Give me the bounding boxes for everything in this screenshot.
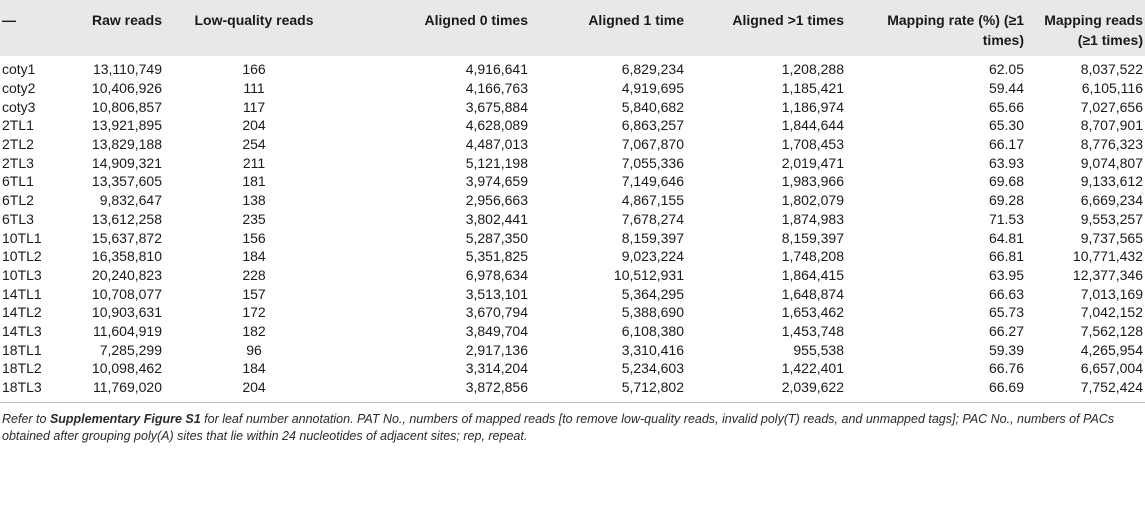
sample-name-cell: 6TL1 <box>2 173 34 190</box>
table-cell: 7,027,656 <box>1080 98 1143 115</box>
table-row <box>0 359 1145 378</box>
sample-name-cell: 18TL3 <box>2 379 42 396</box>
column-header-1: Raw reads <box>91 12 162 28</box>
table-cell: 10,903,631 <box>91 304 162 321</box>
table-cell: 5,712,802 <box>621 379 684 396</box>
table-cell: 62.05 <box>988 61 1024 78</box>
table-cell: 7,013,169 <box>1080 285 1143 302</box>
table-cell: 111 <box>243 80 265 97</box>
sample-name-cell: coty3 <box>2 98 36 115</box>
table-cell: 5,840,682 <box>621 98 684 115</box>
table-cell: 13,921,895 <box>91 117 162 134</box>
table-cell: 1,186,974 <box>781 98 844 115</box>
table-cell: 254 <box>242 136 266 153</box>
sample-name-cell: 10TL3 <box>2 266 42 283</box>
table-cell: 2,917,136 <box>465 341 528 358</box>
table-cell: 235 <box>242 210 266 227</box>
table-cell: 8,037,522 <box>1080 61 1143 78</box>
footnote-prefix: Refer to <box>2 412 50 427</box>
table-cell: 3,974,659 <box>465 173 528 190</box>
table-cell: 172 <box>242 304 266 321</box>
table-cell: 69.68 <box>988 173 1024 190</box>
table-cell: 4,867,155 <box>621 192 684 209</box>
table-cell: 66.69 <box>988 379 1024 396</box>
table-cell: 66.76 <box>988 360 1024 377</box>
table-cell: 7,678,274 <box>621 210 684 227</box>
table-cell: 8,776,323 <box>1080 136 1143 153</box>
table-cell: 4,919,695 <box>621 80 684 97</box>
table-cell: 1,802,079 <box>781 192 844 209</box>
sample-name-cell: 2TL1 <box>2 117 34 134</box>
table-cell: 3,802,441 <box>465 210 528 227</box>
table-cell: 9,023,224 <box>621 248 684 265</box>
table-cell: 64.81 <box>988 229 1024 246</box>
table-cell: 1,708,453 <box>781 136 844 153</box>
table-cell: 69.28 <box>988 192 1024 209</box>
table-cell: 59.44 <box>988 80 1024 97</box>
sample-name-cell: 14TL3 <box>2 322 42 339</box>
table-cell: 9,737,565 <box>1080 229 1143 246</box>
table-cell: 66.27 <box>988 322 1024 339</box>
table-cell: 5,234,603 <box>621 360 684 377</box>
table-cell: 6,829,234 <box>621 61 684 78</box>
table-cell: 7,752,424 <box>1080 379 1143 396</box>
column-header-4: Aligned 1 time <box>588 12 684 28</box>
table-cell: 2,019,471 <box>781 154 844 171</box>
table-cell: 63.95 <box>988 266 1024 283</box>
table-cell: 65.73 <box>988 304 1024 321</box>
sample-name-cell: 14TL2 <box>2 304 42 321</box>
table-cell: 15,637,872 <box>91 229 162 246</box>
table-cell: 1,185,421 <box>781 80 844 97</box>
table-cell: 156 <box>242 229 266 246</box>
sample-name-cell: 2TL3 <box>2 154 34 171</box>
table-cell: 1,983,966 <box>781 173 844 190</box>
table-cell: 9,074,807 <box>1080 154 1143 171</box>
table-cell: 2,956,663 <box>465 192 528 209</box>
table-cell: 11,604,919 <box>92 322 162 339</box>
table-cell: 71.53 <box>988 210 1024 227</box>
table-cell: 10,512,931 <box>613 266 684 283</box>
table-header <box>0 0 1145 56</box>
table-cell: 6,863,257 <box>621 117 684 134</box>
table-cell: 4,487,013 <box>465 136 528 153</box>
table-cell: 5,121,198 <box>465 154 528 171</box>
table-row <box>0 191 1145 210</box>
sample-name-cell: 18TL2 <box>2 360 42 377</box>
table-row <box>0 135 1145 154</box>
table-row <box>0 228 1145 247</box>
sample-name-cell: coty1 <box>2 61 36 78</box>
table-cell: 8,159,397 <box>621 229 684 246</box>
sample-name-cell: 14TL1 <box>2 285 42 302</box>
table-cell: 138 <box>242 192 266 209</box>
column-header-5: Aligned >1 times <box>732 12 844 28</box>
table-cell: 10,406,926 <box>91 80 162 97</box>
table-cell: 7,067,870 <box>621 136 684 153</box>
table-cell: 1,648,874 <box>781 285 844 302</box>
table-cell: 1,864,415 <box>781 266 844 283</box>
table-row <box>0 247 1145 266</box>
table-cell: 228 <box>242 266 266 283</box>
table-cell: 204 <box>242 117 266 134</box>
table-cell: 10,708,077 <box>91 285 162 302</box>
table-cell: 1,653,462 <box>781 304 844 321</box>
sample-name-cell: coty2 <box>2 80 36 97</box>
table-cell: 4,916,641 <box>465 61 528 78</box>
table-cell: 4,628,089 <box>465 117 528 134</box>
table-cell: 1,874,983 <box>781 210 844 227</box>
table-cell: 12,377,346 <box>1072 266 1143 283</box>
table-cell: 6,978,634 <box>465 266 528 283</box>
table-cell: 1,748,208 <box>781 248 844 265</box>
table-cell: 117 <box>242 98 266 115</box>
table-cell: 1,422,401 <box>781 360 844 377</box>
table-row <box>0 56 1145 79</box>
table-row <box>0 303 1145 322</box>
table-cell: 66.17 <box>988 136 1024 153</box>
table-cell: 211 <box>242 154 266 171</box>
table-row <box>0 97 1145 116</box>
column-header-3: Aligned 0 times <box>424 12 528 28</box>
table-cell: 7,149,646 <box>621 173 684 190</box>
table-row <box>0 322 1145 341</box>
table-cell: 14,909,321 <box>91 154 162 171</box>
table-cell: 3,675,884 <box>465 98 528 115</box>
table-row <box>0 378 1145 397</box>
table-row <box>0 153 1145 172</box>
table-row <box>0 340 1145 359</box>
table-cell: 1,844,644 <box>781 117 844 134</box>
table-cell: 9,553,257 <box>1080 210 1143 227</box>
table-cell: 2,039,622 <box>781 379 844 396</box>
table-cell: 16,358,810 <box>91 248 162 265</box>
table-cell: 181 <box>242 173 266 190</box>
table-cell: 13,357,605 <box>91 173 162 190</box>
table-cell: 6,105,116 <box>1081 80 1143 97</box>
table-cell: 7,042,152 <box>1080 304 1143 321</box>
table-cell: 184 <box>242 248 266 265</box>
table-cell: 3,872,856 <box>465 379 528 396</box>
table-cell: 11,769,020 <box>92 379 162 396</box>
table-row <box>0 172 1145 191</box>
table-cell: 955,538 <box>793 341 844 358</box>
table-cell: 5,287,350 <box>465 229 528 246</box>
table-row <box>0 79 1145 98</box>
table-cell: 9,133,612 <box>1080 173 1143 190</box>
table-cell: 13,110,749 <box>92 61 162 78</box>
header-row <box>0 0 1145 56</box>
table-cell: 96 <box>246 341 262 358</box>
column-header-2: Low-quality reads <box>194 12 314 28</box>
table-cell: 8,707,901 <box>1080 117 1143 134</box>
table-cell: 7,055,336 <box>621 154 684 171</box>
table-cell: 3,314,204 <box>465 360 528 377</box>
sample-name-cell: 2TL2 <box>2 136 34 153</box>
table-cell: 10,806,857 <box>91 98 162 115</box>
table-cell: 6,669,234 <box>1080 192 1143 209</box>
table-cell: 5,364,295 <box>621 285 684 302</box>
table-cell: 6,657,004 <box>1080 360 1143 377</box>
sample-name-cell: 6TL2 <box>2 192 34 209</box>
table-cell: 59.39 <box>988 341 1024 358</box>
table-cell: 5,351,825 <box>465 248 528 265</box>
table-footnote <box>0 411 1142 445</box>
table-row <box>0 266 1145 285</box>
table-cell: 13,829,188 <box>91 136 162 153</box>
table-cell: 66.63 <box>988 285 1024 302</box>
table-cell: 3,849,704 <box>465 322 528 339</box>
column-header-6: Mapping rate (%) (≥1 times) <box>887 12 1024 48</box>
table-cell: 1,208,288 <box>781 61 844 78</box>
table-bottom-rule <box>0 402 1145 403</box>
footnote-figure-reference: Supplementary Figure S1 <box>49 412 201 427</box>
table-cell: 1,453,748 <box>781 322 844 339</box>
column-header-0: — <box>2 12 16 28</box>
table-row <box>0 284 1145 303</box>
table-cell: 3,513,101 <box>465 285 528 302</box>
sample-name-cell: 18TL1 <box>2 341 42 358</box>
table-cell: 10,098,462 <box>91 360 162 377</box>
table-body <box>0 56 1145 396</box>
table-cell: 6,108,380 <box>621 322 684 339</box>
table-cell: 7,285,299 <box>99 341 162 358</box>
sample-name-cell: 10TL2 <box>2 248 42 265</box>
table-cell: 182 <box>242 322 266 339</box>
table-cell: 3,310,416 <box>621 341 684 358</box>
table-cell: 10,771,432 <box>1072 248 1143 265</box>
table-cell: 166 <box>242 61 266 78</box>
sample-name-cell: 10TL1 <box>2 229 42 246</box>
footnote-text: for leaf number annotation. PAT No., numbers of mapped reads [to remove low-quality reads, invalid poly(T) reads, and unmapped tags]; PAC No., numbers of PACs obtained after grouping poly(A) sites that lie within 24 nucleotides of adjacent sites; rep, repeat. <box>2 412 1115 444</box>
table-cell: 8,159,397 <box>781 229 844 246</box>
table-cell: 7,562,128 <box>1080 322 1143 339</box>
table-row <box>0 116 1145 135</box>
table-cell: 9,832,647 <box>99 192 162 209</box>
table-cell: 157 <box>242 285 266 302</box>
table-cell: 20,240,823 <box>91 266 162 283</box>
table-cell: 184 <box>242 360 266 377</box>
table-cell: 65.30 <box>988 117 1024 134</box>
table-cell: 4,265,954 <box>1080 341 1143 358</box>
table-cell: 65.66 <box>988 98 1024 115</box>
column-header-7: Mapping reads (≥1 times) <box>1044 12 1143 48</box>
table-cell: 204 <box>242 379 266 396</box>
table-cell: 5,388,690 <box>621 304 684 321</box>
table-cell: 66.81 <box>988 248 1024 265</box>
table-row <box>0 210 1145 229</box>
table-cell: 63.93 <box>988 154 1024 171</box>
sample-name-cell: 6TL3 <box>2 210 34 227</box>
table-cell: 4,166,763 <box>465 80 528 97</box>
table-cell: 3,670,794 <box>465 304 528 321</box>
table-cell: 13,612,258 <box>91 210 162 227</box>
